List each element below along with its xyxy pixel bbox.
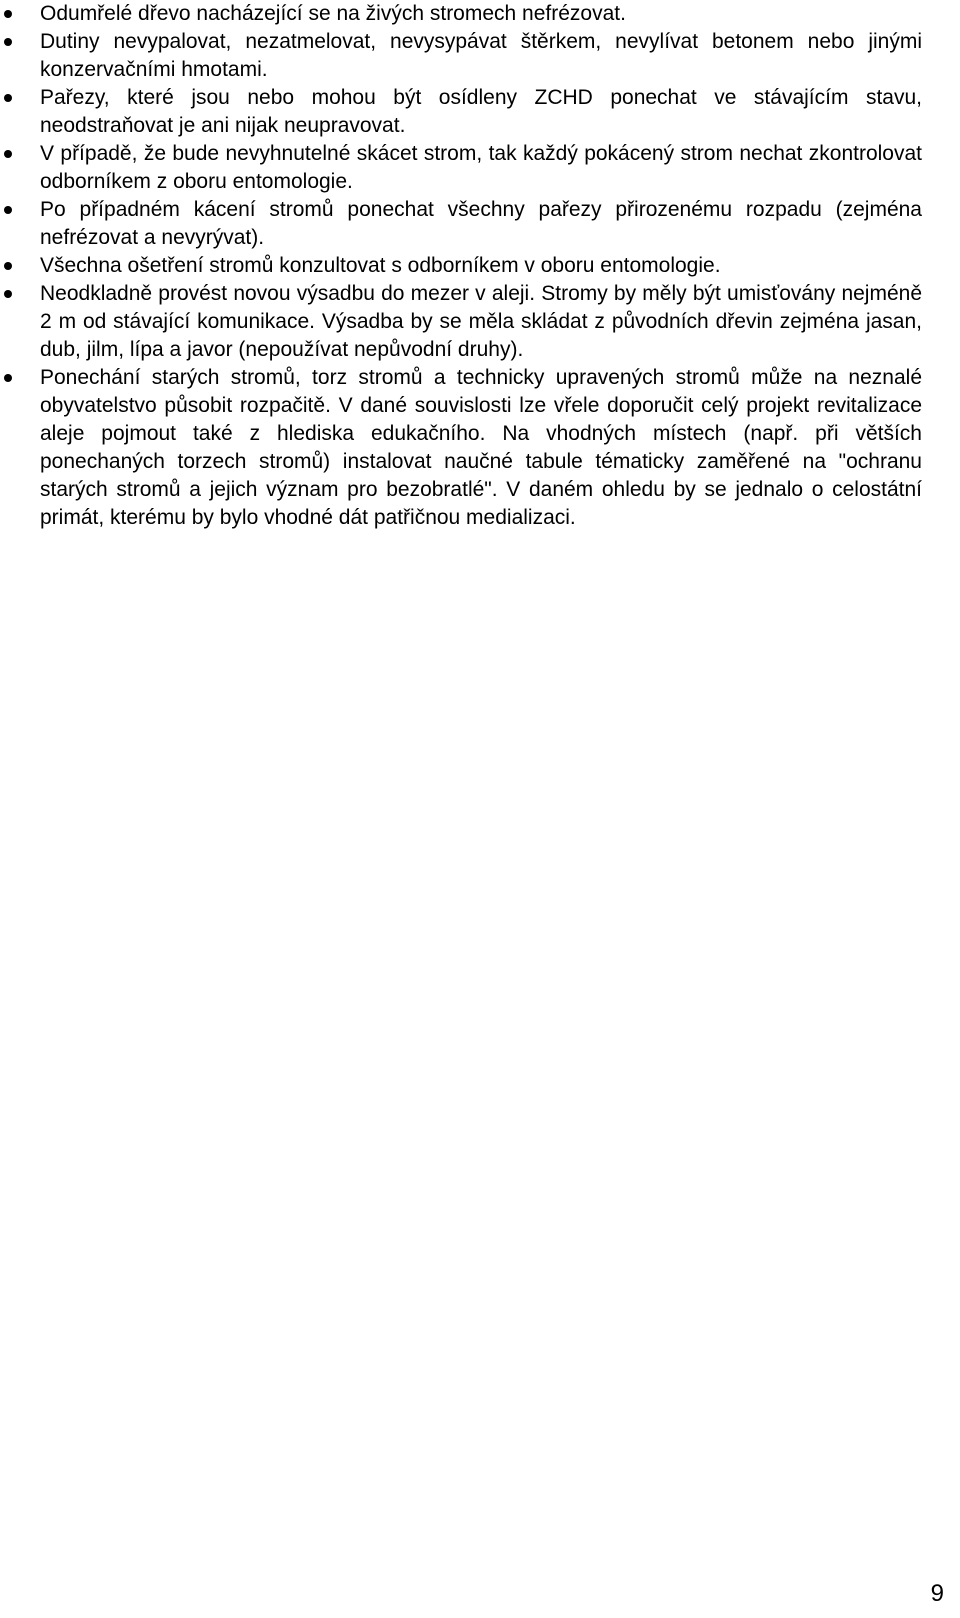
list-item-text: Všechna ošetření stromů konzultovat s odborníkem v oboru entomologie. — [40, 254, 721, 277]
list-item — [0, 84, 922, 140]
bullet-icon — [4, 150, 12, 158]
list-item-text: Ponechání starých stromů, torz stromů a technicky upravených stromů může na neznalé obyvatelstvo působit rozpačitě. V dané souvislosti lze vřele doporučit celý projekt revitalizace aleje pojmout také z hlediska edukačního. Na vhodných místech (např. při větších ponechaných torzech stromů) instalovat naučné tabule tématicky zaměřené na "ochranu starých stromů a jejich význam pro bezobratlé". V daném ohledu by se jednalo o celostátní primát, kterému by bylo vhodné dát patřičnou medializaci. — [40, 366, 922, 529]
page-number: 9 — [930, 1580, 944, 1607]
bullet-icon — [4, 262, 12, 270]
list-item-text: Neodkladně provést novou výsadbu do mezer v aleji. Stromy by měly být umisťovány nejméně 2 m od stávající komunikace. Výsadba by se měla skládat z původních dřevin zejména jasan, dub, jilm, lípa a javor (nepoužívat nepůvodní druhy). — [40, 282, 922, 361]
list-item-text: Odumřelé dřevo nacházející se na živých stromech nefrézovat. — [40, 2, 626, 25]
list-item-text: Dutiny nevypalovat, nezatmelovat, nevysypávat štěrkem, nevylívat betonem nebo jinými konzervačními hmotami. — [40, 30, 922, 81]
bullet-list — [0, 0, 960, 532]
list-item — [0, 252, 922, 280]
list-item — [0, 140, 922, 196]
list-item — [0, 280, 922, 364]
list-item-text: V případě, že bude nevyhnutelné skácet strom, tak každý pokácený strom nechat zkontrolovat odborníkem z oboru entomologie. — [40, 142, 922, 193]
bullet-icon — [4, 94, 12, 102]
list-item — [0, 196, 922, 252]
list-item-text: Po případném kácení stromů ponechat všechny pařezy přirozenému rozpadu (zejména nefrézovat a nevyrývat). — [40, 198, 922, 249]
bullet-icon — [4, 38, 12, 46]
bullet-icon — [4, 374, 12, 382]
list-item-text: Pařezy, které jsou nebo mohou být osídleny ZCHD ponechat ve stávajícím stavu, neodstraňovat je ani nijak neupravovat. — [40, 86, 922, 137]
bullet-icon — [4, 290, 12, 298]
bullet-icon — [4, 206, 12, 214]
list-item — [0, 364, 922, 532]
list-item — [0, 0, 922, 28]
bullet-icon — [4, 10, 12, 18]
list-item — [0, 28, 922, 84]
